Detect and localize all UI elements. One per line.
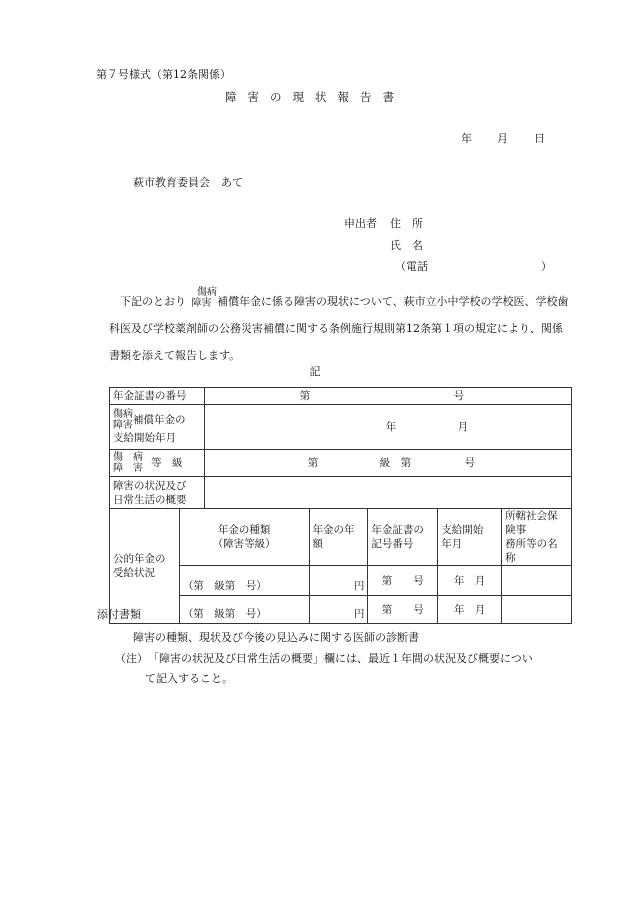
- pension-cert-field[interactable]: 第 号: [368, 566, 438, 596]
- pension-cert-field[interactable]: 第 号: [368, 596, 438, 624]
- pension-col-office: [502, 509, 572, 566]
- ruby-top: 傷病: [197, 287, 217, 298]
- attachments-title: 添付書類: [97, 608, 141, 621]
- pension-start-field[interactable]: 年 月: [438, 596, 502, 624]
- ruby-bottom: 障 害: [113, 463, 143, 474]
- cert-number-label: 年金証書の番号: [110, 388, 205, 405]
- header-text: 務所等の名称: [505, 538, 558, 564]
- condition-label: [110, 477, 205, 509]
- label-text: 補償年金の: [133, 414, 186, 426]
- pension-col-cert: [368, 509, 438, 566]
- header-text: 記号番号: [371, 538, 414, 550]
- label-text: 公的年金の: [113, 553, 166, 565]
- pension-type-field[interactable]: （第 級第 号）: [179, 566, 309, 596]
- dai-label: 第: [307, 457, 319, 469]
- grade-label: [110, 450, 205, 477]
- pension-col-type: [179, 509, 309, 566]
- pension-row: [110, 566, 572, 596]
- start-date-label: [110, 405, 205, 450]
- table-row: [110, 388, 572, 405]
- pension-office-field[interactable]: [502, 566, 572, 596]
- ruby-stack: [113, 452, 143, 474]
- name-label: 氏 名: [390, 239, 423, 252]
- pension-amount-field[interactable]: 円: [309, 566, 368, 596]
- phone-close-paren: ）: [541, 260, 552, 273]
- header-text: （障害等級）: [212, 538, 276, 550]
- label-text: 障害の状況及び: [113, 479, 187, 492]
- table-row: [110, 477, 572, 509]
- header-text: 支給開始: [441, 524, 484, 536]
- header-text: 年月: [441, 538, 463, 550]
- ki-heading: 記: [309, 365, 321, 378]
- label-text: 日常生活の概要: [113, 493, 187, 506]
- grade-field[interactable]: [204, 450, 571, 477]
- label-text: 支給開始年月: [113, 432, 176, 444]
- pension-office-field[interactable]: [502, 596, 572, 624]
- date-day-label: 日: [534, 132, 545, 145]
- pension-col-amount: [309, 509, 368, 566]
- body-text-pre: 下記のとおり: [120, 295, 186, 308]
- pension-col-start: [438, 509, 502, 566]
- date-year-label: 年: [461, 132, 472, 145]
- body-text-post: 補償年金に係る障害の現状について、萩市立小中学校の学校医、学校歯科医及び学校薬剤師の公務災害補償に関する条例施行規則第12条第１項の規定により、関係書類を添えて報告します。: [109, 295, 569, 362]
- year-label: 年: [385, 421, 397, 433]
- ruby-top: 傷病: [113, 409, 133, 420]
- table-row: [110, 450, 572, 477]
- pension-amount-field[interactable]: 円: [309, 596, 368, 624]
- start-date-field[interactable]: [204, 405, 571, 450]
- ruby-stack: [113, 409, 133, 431]
- table-row: [110, 405, 572, 450]
- address-label: 住 所: [390, 217, 423, 230]
- condition-field[interactable]: [204, 477, 571, 509]
- note-line-1: （注） 「障害の状況及び日常生活の概要」欄には、最近１年間の状況及び概要につい: [115, 652, 533, 665]
- ruby-bottom: 障害: [191, 298, 212, 309]
- label-text: 受給状況: [113, 567, 155, 579]
- pension-start-field[interactable]: 年 月: [438, 566, 502, 596]
- header-text: 年金の年: [312, 524, 355, 536]
- header-text: 所轄社会保険事: [505, 510, 558, 536]
- pension-type-field[interactable]: （第 級第 号）: [179, 596, 309, 624]
- attachment-item: 障害の種類、現状及び今後の見込みに関する医師の診断書: [133, 631, 419, 644]
- cert-number-field[interactable]: [204, 388, 571, 405]
- header-text: 年金の種類: [217, 524, 271, 536]
- month-label: 月: [457, 421, 469, 433]
- ruby-stack: [186, 287, 217, 309]
- pension-header-row: [110, 509, 572, 566]
- ruby-bottom: 障害: [113, 420, 133, 431]
- applicant-label: 申出者: [344, 217, 377, 230]
- addressee: 萩市教育委員会 あて: [133, 176, 243, 189]
- report-table: [109, 387, 572, 624]
- go-label: 号: [453, 390, 465, 402]
- phone-label: （電話: [395, 260, 428, 273]
- note-line-2: て記入すること。: [145, 672, 233, 685]
- dai-label: 第: [299, 390, 311, 402]
- go-label: 号: [464, 457, 475, 469]
- document-title: 障害の現状報告書: [225, 90, 405, 104]
- header-text: 額: [312, 538, 323, 550]
- label-text: 等 級: [151, 457, 183, 469]
- pension-row: [110, 596, 572, 624]
- ruby-top: 傷 病: [113, 452, 143, 463]
- form-number: 第７号様式（第12条関係）: [96, 68, 231, 81]
- date-month-label: 月: [497, 132, 508, 145]
- kyu-dai-label: 級 第: [379, 457, 412, 469]
- body-paragraph: [109, 288, 573, 369]
- header-text: 年金証書の: [371, 524, 424, 536]
